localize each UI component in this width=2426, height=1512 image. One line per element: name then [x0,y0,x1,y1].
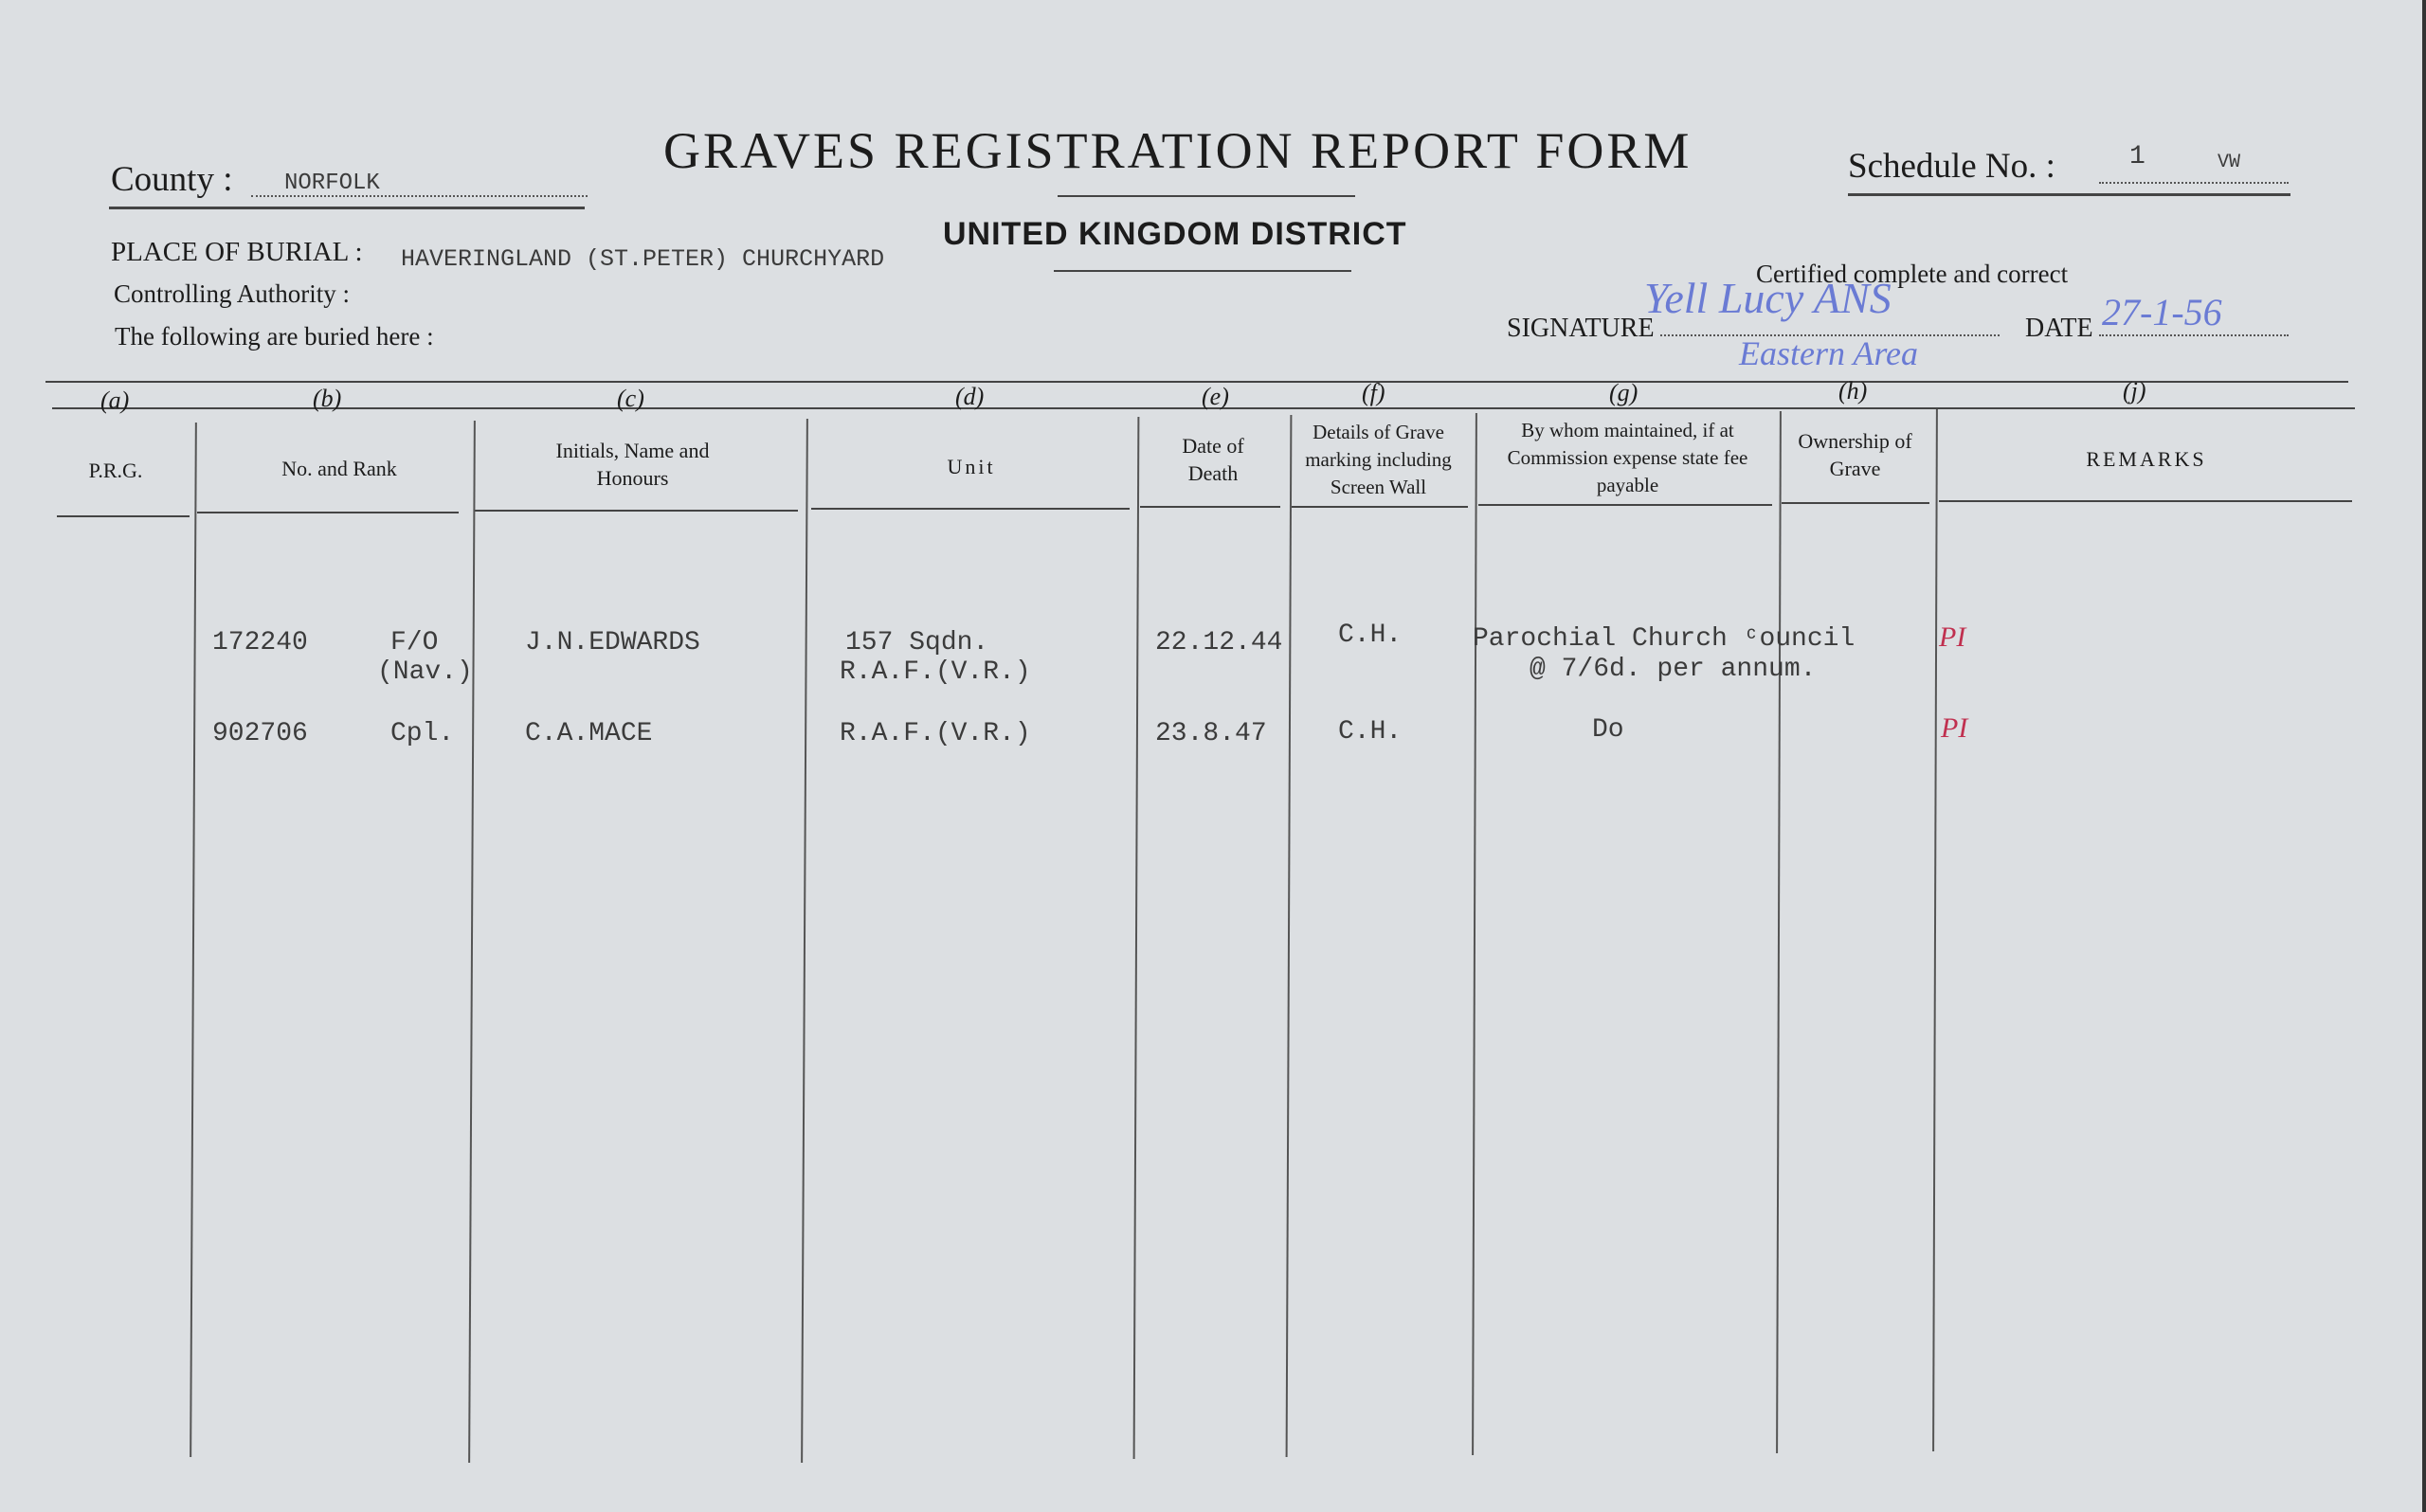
signature-label: SIGNATURE [1507,314,1655,343]
schedule-underline [1848,193,2290,196]
place-label: PLACE OF BURIAL : [111,237,363,267]
col-divider-6 [1472,413,1477,1455]
header-maintained: By whom maintained, if at Commission expense state fee payable [1507,419,1748,496]
schedule-dotted-line [2099,182,2289,184]
header-rule-h [1782,502,1929,504]
col-letter-b: (b) [313,385,342,412]
col-divider-2 [468,421,476,1463]
row2-date: 23.8.47 [1155,719,1267,748]
col-letter-g: (g) [1609,379,1638,406]
header-remarks: REMARKS [2086,447,2207,471]
header-rule-c [474,510,798,512]
certified-label: Certified complete and correct [1756,260,2069,288]
row1-marking: C.H. [1338,621,1403,650]
row2-number: 902706 [212,719,308,748]
district-title: UNITED KINGDOM DISTRICT [943,216,1407,252]
county-dotted-line [251,195,588,197]
row2-rank: Cpl. [390,719,455,748]
col-letter-j: (j) [2123,377,2146,405]
header-name: Initials, Name and Honours [555,439,710,490]
signature: Yell Lucy ANS [1644,274,1892,322]
title-underline [1058,195,1355,197]
form-title: GRAVES REGISTRATION REPORT FORM [663,122,1693,179]
col-letter-f: (f) [1362,379,1385,406]
header-prg: P.R.G. [88,459,143,482]
header-marking: Details of Grave marking including Screen Wall [1305,421,1452,498]
date-label: DATE [2025,314,2093,343]
col-letter-h: (h) [1838,377,1868,405]
col-divider-8 [1932,409,1938,1451]
row1-maintained-detail: @ 7/6d. per annum. [1530,655,1817,684]
schedule-label: Schedule No. : [1848,147,2055,186]
row1-unit-detail: R.A.F.(V.R.) [840,657,1031,687]
col-divider-1 [190,423,197,1457]
signature-area: Eastern Area [1739,334,1918,372]
header-unit: Unit [947,455,996,478]
header-rule-e [1140,506,1280,508]
row1-remarks: PI [1939,621,1966,653]
table-top-rule [45,381,2348,383]
row1-name: J.N.EDWARDS [525,628,700,657]
header-rule-a [57,515,190,517]
header-rule-f [1292,506,1468,508]
district-underline [1054,270,1351,272]
row2-name: C.A.MACE [525,719,653,748]
county-label: County : [111,160,233,199]
col-letter-a: (a) [100,387,130,414]
county-underline [109,207,585,209]
col-letter-d: (d) [955,383,985,410]
col-letter-e: (e) [1202,383,1229,410]
row2-unit: R.A.F.(V.R.) [840,719,1031,748]
row2-maintained: Do [1592,715,1624,745]
date-value: 27-1-56 [2102,291,2222,333]
authority-label: Controlling Authority : [114,279,351,308]
place-value: HAVERINGLAND (ST.PETER) CHURCHYARD [401,245,885,273]
col-divider-4 [1133,417,1140,1459]
row1-unit: 157 Sqdn. [845,628,989,657]
col-divider-7 [1776,411,1782,1453]
row1-maintained: Parochial Church ᶜouncil [1473,624,1856,654]
header-date: Date of Death [1182,434,1244,485]
row1-rank: F/O [390,628,439,657]
row2-marking: C.H. [1338,717,1403,747]
col-divider-3 [801,419,808,1463]
date-dotted-line [2099,334,2289,336]
row1-number: 172240 [212,628,308,657]
county-value: NORFOLK [284,171,380,196]
header-rule-d [811,508,1130,510]
schedule-initials: VW [2218,152,2241,173]
header-ownership: Ownership of Grave [1798,429,1912,480]
buried-label: The following are buried here : [115,322,434,351]
header-rule-g [1478,504,1772,506]
header-rule-j [1939,500,2352,502]
row1-date: 22.12.44 [1155,628,1283,657]
header-no-rank: No. and Rank [281,457,397,480]
col-letter-c: (c) [617,385,644,412]
schedule-value: 1 [2129,142,2145,171]
col-divider-5 [1286,415,1293,1457]
row2-remarks: PI [1941,712,1968,744]
row1-rank-detail: (Nav.) [377,657,473,687]
header-rule-b [197,512,459,513]
